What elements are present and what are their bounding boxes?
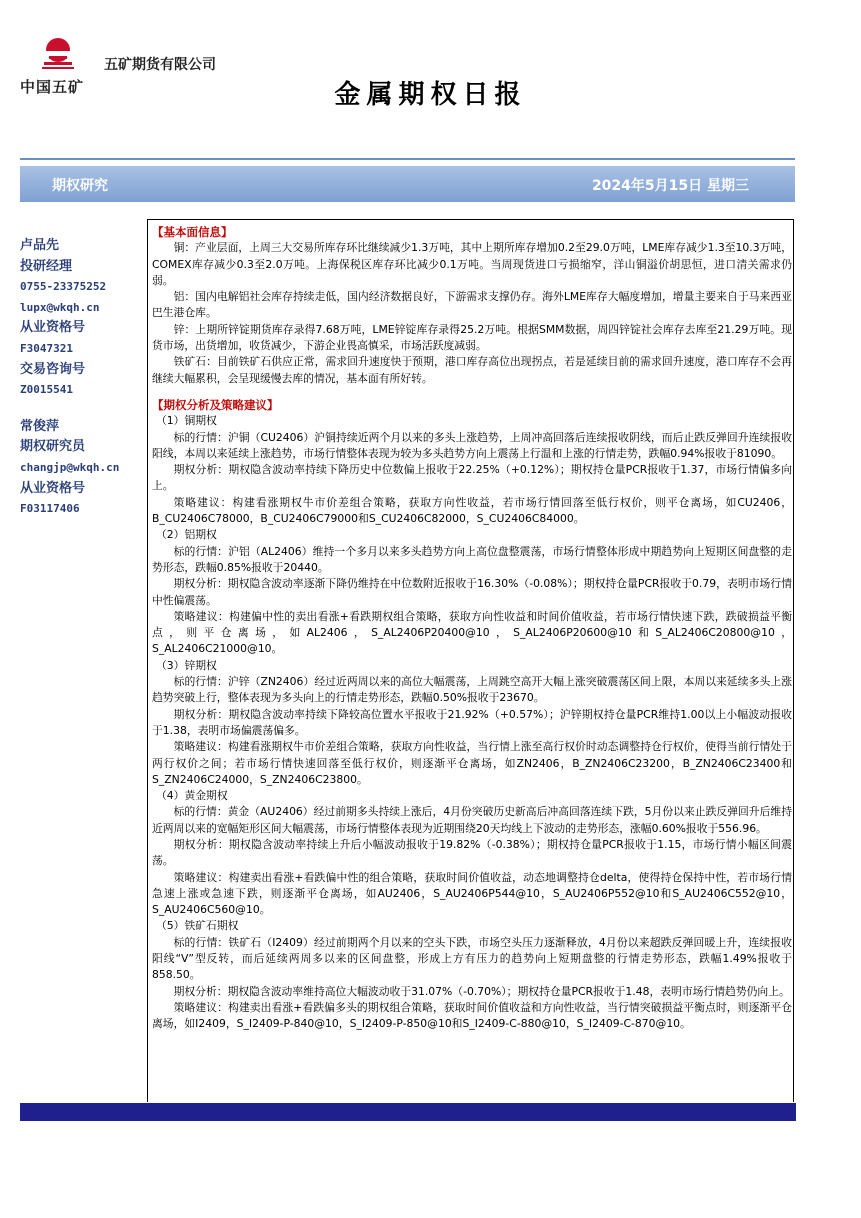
iron-ore-analysis: 期权分析：期权隐含波动率维持高位大幅波动收于31.07%（-0.70%）；期权持仓量PCR报收于1.48，表明市场行情趋势仍向上。 [173, 984, 790, 998]
fundamentals-copper: 铜：产业层面，上周三大交易所库存环比继续减少1.3万吨，其中上期所库存增加0.2至29.0万吨，LME库存减少1.3至10.3万吨，COMEX库存减少0.3至2.0万吨。上海保税区库存环比减少0.1万吨。当周现货进口亏损缩窄，洋山铜溢价胡思恒，进口清关需求仍弱。 [152, 241, 792, 287]
fundamentals-zinc: 锌：上期所锌锭期货库存录得7.68万吨，LME锌锭库存录得25.2万吨。根据SMM数据，周四锌锭社会库存去库至21.29万吨。现货市场，出货增加，收货减少，下游企业畏高慎采，市场活跃度减弱。 [152, 322, 792, 353]
analyst-sidebar [20, 236, 145, 520]
header-divider [20, 158, 795, 160]
analyst-cert: F3047321 [20, 341, 73, 355]
fundamentals-aluminum: 铝：国内电解铝社会库存持续走低，国内经济数据良好，下游需求支撑仍存。海外LME库存大幅度增加，增量主要来自于马来西亚巴生港仓库。 [152, 290, 792, 320]
analyst-cert-label: 从业资格号 [20, 320, 86, 336]
analyst-cert: F03117406 [20, 502, 80, 516]
analyst-advisor: Z0015541 [20, 383, 73, 397]
aluminum-options-title: （2）铝期权 [156, 528, 217, 542]
banner-category: 期权研究 [52, 178, 108, 194]
zinc-analysis: 期权分析：期权隐含波动率持续下降较高位置水平报收于21.92%（+0.57%）；沪锌期权持仓量PCR维持1.00以上小幅波动报收于1.38，表明市场偏震荡偏多。 [152, 707, 792, 737]
copper-strategy: 策略建议：构建看涨期权牛市价差组合策略，获取方向性收益，若市场行情回落至低行权价，则平仓离场，如CU2406，B_CU2406C78000，B_CU2406C79000和S_CU2406C82000，S_CU2406C84000。 [152, 495, 792, 526]
copper-options-title: （1）铜期权 [156, 414, 217, 428]
analyst-email[interactable]: lupx@wkqh.cn [20, 300, 100, 314]
aluminum-analysis: 期权分析：期权隐含波动率逐渐下降仍维持在中位数附近报收于16.30%（-0.08%）；期权持仓量PCR报收于0.79，表明市场行情中性偏震荡。 [152, 577, 792, 607]
gold-market: 标的行情：黄金（AU2406）经过前期多头持续上涨后，4月份突破历史新高后冲高回落连续下跌，5月份以来止跌反弹回升后维持近两周以来的宽幅矩形区间大幅震荡，市场行情整体表现为近期围绕20天均线上下波动的走势形态，涨幅0.60%报收于556.96。 [152, 805, 792, 835]
iron-ore-options-title: （5）铁矿石期权 [156, 919, 239, 933]
analyst-advisor-label: 交易咨询号 [20, 361, 86, 377]
iron-ore-market: 标的行情：铁矿石（I2409）经过前期两个月以来的空头下跌，市场空头压力逐渐释放，4月份以来超跌反弹回暖上升，连续报收阳线“V”型反转，而后延续两周多以来的区间盘整，形成上方有压力的趋势向上短期盘整的行情走势形态，跌幅1.49%报收于858.50。 [152, 935, 792, 982]
gold-analysis: 期权分析：期权隐含波动率持续上升后小幅波动报收于19.82%（-0.38%）；期权持仓量PCR报收于1.15，市场行情小幅区间震荡。 [152, 837, 792, 868]
zinc-market: 标的行情：沪锌（ZN2406）经过近两周以来的高位大幅震荡，上周跳空高开大幅上涨突破震荡区间上限，本周以来延续多头上涨趋势突破上行，整体表现为多头向上的行情走势形态，跌幅0.50%报收于23670。 [152, 675, 792, 705]
aluminum-strategy: 策略建议：构建偏中性的卖出看涨+看跌期权组合策略，获取方向性收益和时间价值收益，若市场行情快速下跌，跌破损益平衡点，则平仓离场，如AL2406，S_AL2406P20400@10，S_AL2406P20600@10和S_AL2406C20800@10，S_AL2406C21000@10。 [152, 609, 792, 656]
section-banner [20, 166, 795, 202]
report-title: 金属期权日报 [334, 80, 527, 110]
strategy-heading: 【期权分析及策略建议】 [152, 397, 279, 412]
gold-options-title: （4）黄金期权 [156, 789, 228, 803]
gold-strategy: 策略建议：构建卖出看涨+看跌偏中性的组合策略，获取时间价值收益，动态地调整持仓delta，使得持仓保持中性，若市场行情急速上涨或急速下跌，则逐渐平仓离场，如AU2406，S_AU2406P544@10，S_AU2406P552@10和S_AU2406C552@10，S_AU2406C560@10。 [152, 870, 792, 917]
analyst-name: 常俊萍 [20, 418, 60, 434]
analyst-name: 卢品先 [20, 238, 60, 253]
report-body [147, 219, 794, 1102]
fundamentals-iron-ore: 铁矿石：目前铁矿石供应正常，需求回升速度快于预期，港口库存高位出现拐点，若是延续目前的需求回升速度，港口库存不会再继续大幅累积，会呈现缓慢去库的情况，基本面有所好转。 [152, 355, 792, 385]
five-minerals-emblem-icon [40, 36, 76, 70]
copper-analysis: 期权分析：期权隐含波动率持续下降历史中位数偏上报收于22.25%（+0.12%）；期权持仓量PCR报收于1.37，市场行情偏多向上。 [152, 463, 792, 493]
zinc-options-title: （3）锌期权 [156, 658, 217, 672]
analyst-cert-label: 从业资格号 [20, 480, 86, 496]
banner-date: 2024年5月15日 星期三 [591, 178, 749, 194]
iron-ore-strategy: 策略建议：构建卖出看涨+看跌偏多头的期权组合策略，获取时间价值收益和方向性收益，当行情突破损益平衡点时，则逐渐平仓离场，如I2409，S_I2409-P-840@10，S_I2409-P-850@10和S_I2409-C-880@10，S_I2409-C-870@10。 [152, 1000, 792, 1031]
analyst-role: 投研经理 [20, 258, 73, 274]
fundamentals-heading: 【基本面信息】 [152, 225, 233, 239]
analyst-phone: 0755-23375252 [20, 280, 107, 294]
analyst-role: 期权研究员 [20, 439, 86, 455]
zinc-strategy: 策略建议：构建看涨期权牛市价差组合策略，获取方向性收益，当行情上涨至高行权价时动态调整持仓行权价，使得当前行情处于两行权价之间；若市场行情快速回落至低行权价，则逐渐平仓离场，如ZN2406，B_ZN2406C23200，B_ZN2406C23400和S_ZN2406C24000，S_ZN2406C23800。 [152, 740, 792, 786]
aluminum-market: 标的行情：沪铝（AL2406）维持一个多月以来多头趋势方向上高位盘整震荡，市场行情整体形成中期趋势向上短期区间盘整的走势形态，跌幅0.85%报收于20440。 [152, 544, 792, 574]
copper-market: 标的行情：沪铜（CU2406）沪铜持续近两个月以来的多头上涨趋势，上周冲高回落后连续报收阴线，而后止跌反弹回升连续报收阳线，本周以来延续上涨趋势，市场行情整体表现为较为多头趋势方向上震荡上行温和上涨的行情走势，跌幅0.94%报收于81090。 [152, 430, 792, 460]
analyst-email[interactable]: changjp@wkqh.cn [20, 460, 120, 474]
footer-bar [20, 1103, 796, 1121]
brand-logo-text: 中国五矿 [20, 78, 85, 96]
company-name: 五矿期货有限公司 [104, 57, 216, 73]
